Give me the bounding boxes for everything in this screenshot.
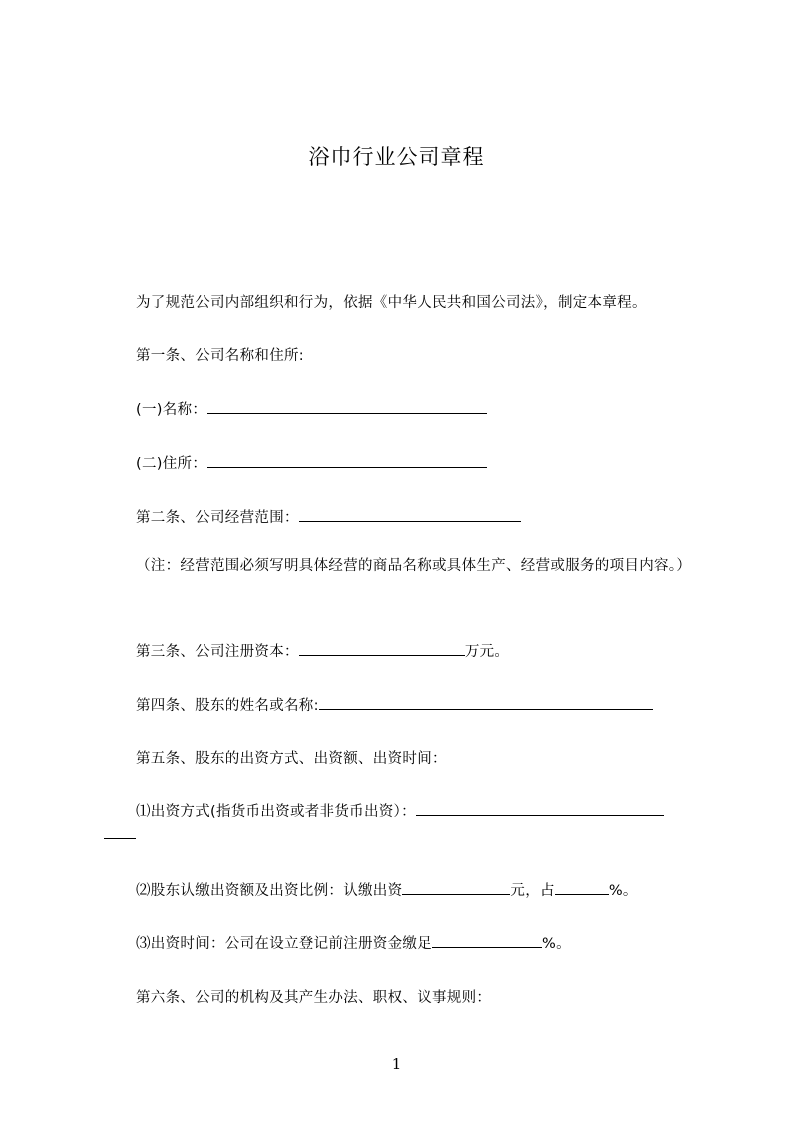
capital-blank: [299, 641, 465, 656]
subscribed-amount-blank: [402, 880, 510, 895]
article-1-name-label: (一)名称：: [136, 402, 208, 418]
article-1-address-label: (二)住所：: [136, 456, 208, 472]
article-5-item-2-label: ⑵股东认缴出资额及出资比例：认缴出资: [136, 883, 403, 899]
article-5-item-2-line: [136, 879, 638, 900]
article-5-item-2-percent: %。: [608, 883, 638, 899]
article-5-item-3-line: [136, 932, 571, 953]
article-5-item-3-percent: %。: [542, 936, 571, 952]
page-number: 1: [391, 1055, 402, 1073]
business-scope-blank: [299, 507, 521, 522]
article-2-line: [136, 506, 521, 527]
article-5-heading: 第五条、股东的出资方式、出资额、出资时间：: [136, 751, 447, 767]
article-1-heading: 第一条、公司名称和住所:: [136, 348, 304, 364]
contribution-method-blank-continued: [104, 824, 136, 839]
scope-note: （注：经营范围必须写明具体经营的商品名称或具体生产、经营或服务的项目内容。）: [136, 558, 692, 574]
article-3-label: 第三条、公司注册资本：: [136, 644, 299, 660]
article-5-item-1-label: ⑴出资方式(指货币出资或者非货币出资）：: [136, 804, 416, 820]
article-3-unit: 万元。: [464, 644, 510, 660]
article-2-label: 第二条、公司经营范围：: [136, 510, 299, 526]
contribution-ratio-blank: [555, 880, 609, 895]
article-6-heading: 第六条、公司的机构及其产生办法、职权、议事规则：: [136, 990, 492, 1006]
article-4-label: 第四条、股东的姓名或名称:: [136, 698, 319, 714]
address-blank: [207, 453, 487, 468]
article-1-address-line: [136, 452, 487, 473]
article-5-item-1-line: [136, 800, 664, 821]
name-blank: [207, 399, 487, 414]
document-title: 浴巾行业公司章程: [308, 145, 485, 169]
article-3-line: [136, 640, 509, 661]
shareholder-name-blank: [319, 695, 653, 710]
article-5-item-2-unit: 元，占: [510, 883, 555, 899]
article-5-item-3-label: ⑶出资时间：公司在设立登记前注册资金缴足: [136, 936, 432, 952]
article-4-line: [136, 694, 653, 715]
contribution-method-blank: [416, 801, 664, 816]
intro-paragraph: 为了规范公司内部组织和行为，依据《中华人民共和国公司法》，制定本章程。: [136, 295, 647, 311]
article-1-name-line: [136, 398, 487, 419]
paid-in-ratio-blank: [432, 933, 542, 948]
